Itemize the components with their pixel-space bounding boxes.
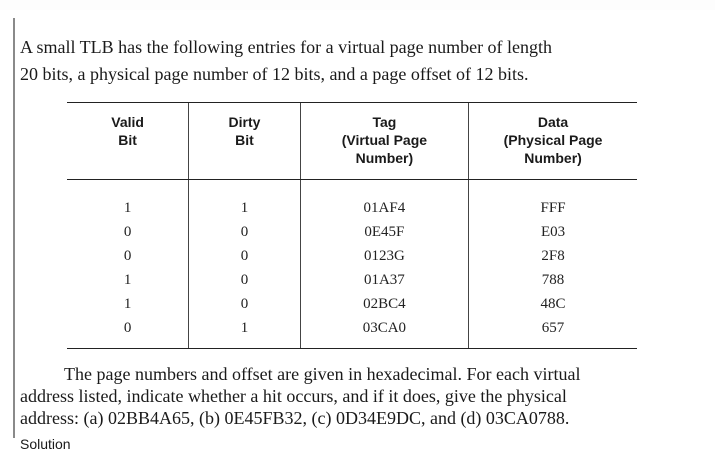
header-valid-bit: Valid Bit bbox=[67, 103, 189, 180]
cell-tag: 01A37 bbox=[300, 268, 468, 292]
header-tag: Tag (Virtual Page Number) bbox=[300, 103, 468, 180]
cell-tag: 01AF4 bbox=[300, 180, 468, 221]
cell-data: FFF bbox=[469, 180, 637, 221]
cell-data: E03 bbox=[469, 220, 637, 244]
cell-dirty: 0 bbox=[189, 220, 300, 244]
solution-heading: Solution bbox=[20, 436, 71, 452]
cell-dirty: 0 bbox=[189, 244, 300, 268]
cell-valid: 0 bbox=[123, 247, 132, 264]
header-data: Data (Physical Page Number) bbox=[469, 103, 637, 180]
cell-valid: 1 bbox=[123, 295, 132, 312]
cell-tag: 0E45F bbox=[300, 220, 468, 244]
cell-tag: 03CA0 bbox=[300, 316, 468, 349]
cell-dirty: 0 bbox=[189, 292, 300, 316]
cell-dirty: 1 bbox=[189, 180, 300, 221]
table-row bbox=[67, 244, 637, 268]
intro-line-2: 20 bits, a physical page number of 12 bits, and a page offset of 12 bits. bbox=[20, 64, 529, 84]
problem-question bbox=[20, 363, 700, 429]
cell-valid: 1 bbox=[123, 199, 132, 216]
cell-data: 788 bbox=[469, 268, 637, 292]
cell-tag: 02BC4 bbox=[300, 292, 468, 316]
header-dirty-bit: Dirty Bit bbox=[189, 103, 300, 180]
cell-dirty: 1 bbox=[189, 316, 300, 349]
table-header-row bbox=[67, 103, 637, 180]
outro-line-1: The page numbers and offset are given in hexadecimal. For each virtual bbox=[64, 364, 581, 384]
outro-line-2: address listed, indicate whether a hit occurs, and if it does, give the physical bbox=[20, 386, 567, 406]
outro-line-3: address: (a) 02BB4A65, (b) 0E45FB32, (c) 0D34E9DC, and (d) 03CA0788. bbox=[20, 408, 570, 428]
cell-data: 657 bbox=[469, 316, 637, 349]
top-rule bbox=[0, 0, 715, 10]
cell-valid: 1 bbox=[123, 271, 132, 288]
cell-data: 48C bbox=[469, 292, 637, 316]
cell-dirty: 0 bbox=[189, 268, 300, 292]
cell-valid: 0 bbox=[123, 223, 132, 240]
cell-tag: 0123G bbox=[300, 244, 468, 268]
tlb-table bbox=[67, 102, 637, 349]
cell-data: 2F8 bbox=[469, 244, 637, 268]
table-row bbox=[67, 316, 637, 349]
problem-intro bbox=[20, 34, 690, 88]
table-row bbox=[67, 268, 637, 292]
cell-valid: 0 bbox=[67, 316, 189, 349]
intro-line-1: A small TLB has the following entries for a virtual page number of length bbox=[20, 37, 553, 57]
table-row bbox=[67, 292, 637, 316]
left-margin-bar bbox=[13, 18, 15, 438]
table-row bbox=[67, 220, 637, 244]
table-row bbox=[67, 180, 637, 221]
